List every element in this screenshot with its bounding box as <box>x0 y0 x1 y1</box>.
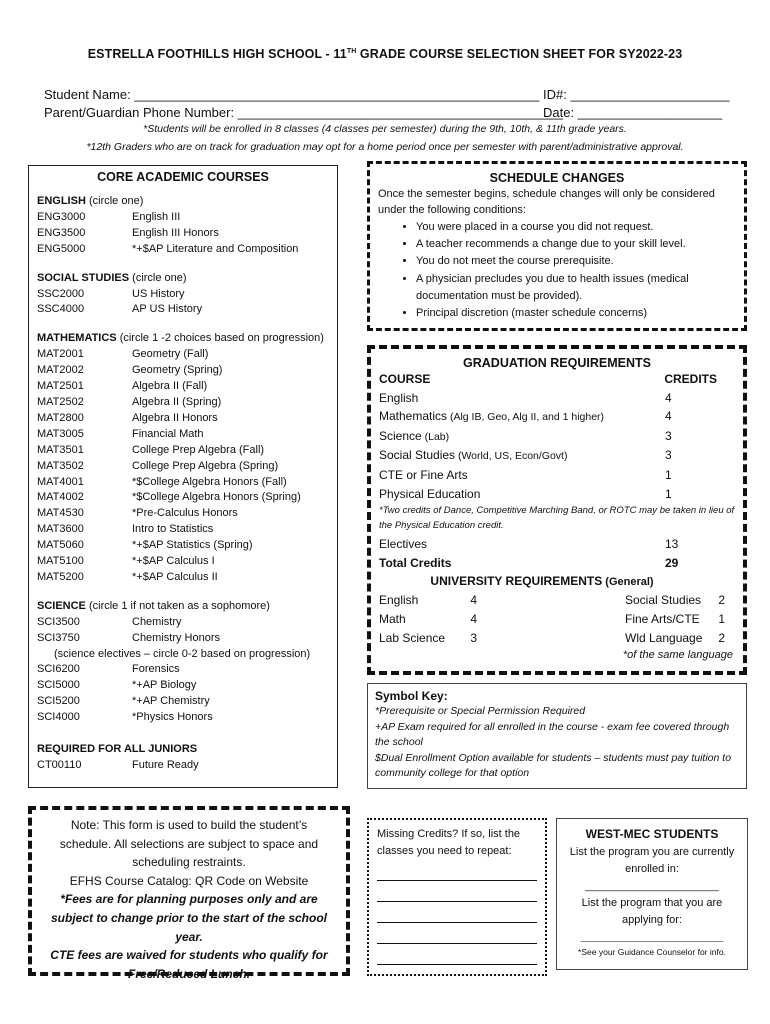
univ-credits: 1 <box>718 611 725 626</box>
schedule-condition: • A physician precludes you due to health issues (medical documentation must be provided). <box>416 271 744 306</box>
course-name: Chemistry Honors <box>132 631 221 644</box>
univ-title: UNIVERSITY REQUIREMENTS (General) <box>430 574 654 589</box>
course-row[interactable] <box>37 694 337 710</box>
course-row[interactable] <box>37 379 337 395</box>
repeat-line-5[interactable] <box>377 944 537 965</box>
course-row[interactable] <box>37 506 337 522</box>
course-name: *+$AP Calculus II <box>132 570 218 583</box>
course-name: College Prep Algebra (Fall) <box>132 443 265 456</box>
course-name: *Physics Honors <box>132 711 213 724</box>
course-row[interactable] <box>37 411 337 427</box>
grad-row <box>379 389 705 408</box>
course-code: MAT2800 <box>37 411 84 424</box>
westmec-line2: List the program that you are applying for: <box>581 897 723 926</box>
social-heading: SOCIAL STUDIES (circle one) <box>37 271 187 284</box>
course-name: AP US History <box>132 303 203 316</box>
math-heading: MATHEMATICS (circle 1 -2 choices based on progression) <box>37 332 324 345</box>
univ-row <box>625 629 725 648</box>
course-row[interactable] <box>37 443 337 459</box>
grad-course: Physical Education <box>379 486 481 501</box>
course-name: *+AP Biology <box>132 679 197 692</box>
course-row[interactable] <box>37 490 337 506</box>
schedule-changes-box <box>367 161 747 331</box>
course-name: Forensics <box>132 663 180 676</box>
course-name: Algebra II (Fall) <box>132 380 208 393</box>
graduation-box <box>367 345 747 675</box>
course-code: ENG3500 <box>37 226 86 239</box>
grad-credits: 4 <box>665 390 672 405</box>
schedule-condition: • You do not meet the course prerequisite. <box>416 253 744 270</box>
course-code: SCI3750 <box>37 631 80 644</box>
repeat-line-2[interactable] <box>377 881 537 902</box>
course-name: Geometry (Spring) <box>132 364 223 377</box>
course-code: MAT5200 <box>37 570 84 583</box>
social-course-list <box>37 287 337 319</box>
note-box <box>28 806 350 981</box>
science-elective-note: (science electives – circle 0-2 based on progression) <box>54 647 311 660</box>
course-row[interactable] <box>37 363 337 379</box>
note-line1: Note: This form is used to build the student’s schedule. All selections are subject to space and scheduling restraints. <box>59 818 319 870</box>
course-name: Chemistry <box>132 615 182 628</box>
juniors-course-list <box>37 758 337 774</box>
enrollment-note: *Students will be enrolled in 8 classes (4 classes per semester) during the 9th, 10th, & 11th grade years. <box>143 123 627 135</box>
univ-subject: English <box>379 593 419 608</box>
course-name: College Prep Algebra (Spring) <box>132 459 279 472</box>
course-row[interactable] <box>37 226 337 242</box>
science-elective-list <box>37 662 337 726</box>
univ-subject: Math <box>379 611 406 626</box>
pe-note: *Two credits of Dance, Competitive Marching Band, or ROTC may be taken in lieu of the Physical Education credit. <box>379 505 735 532</box>
westmec-title: WEST-MEC STUDENTS <box>585 827 719 841</box>
course-name: Geometry (Fall) <box>132 348 209 361</box>
grad-credits: 1 <box>665 486 672 501</box>
course-name: US History <box>132 287 185 300</box>
course-code: MAT4001 <box>37 475 84 488</box>
id-field[interactable]: ID#: ______________________ <box>543 87 730 102</box>
course-code: SCI6200 <box>37 663 80 676</box>
univ-row <box>379 629 477 648</box>
univ-credits: 4 <box>470 593 477 608</box>
symbol-key-box <box>367 683 747 789</box>
grad-credits: 3 <box>665 428 672 443</box>
grad-credits: 3 <box>665 448 672 463</box>
course-code: MAT2002 <box>37 364 84 377</box>
grad-row <box>379 466 705 485</box>
grad-course: Mathematics (Alg IB, Geo, Alg II, and 1 higher) <box>379 409 605 424</box>
course-row[interactable] <box>37 395 337 411</box>
juniors-heading: REQUIRED FOR ALL JUNIORS <box>37 743 198 756</box>
course-code: MAT2001 <box>37 348 84 361</box>
course-code: SSC2000 <box>37 287 85 300</box>
grad-credits: 1 <box>665 467 672 482</box>
grad-rows <box>379 389 705 504</box>
schedule-condition: • Principal discretion (master schedule concerns) <box>416 305 744 322</box>
course-code: MAT4002 <box>37 491 84 504</box>
course-name: Algebra II Honors <box>132 411 218 424</box>
course-code: SCI5200 <box>37 695 80 708</box>
graduation-title: GRADUATION REQUIREMENTS <box>463 356 651 370</box>
course-name: Intro to Statistics <box>132 523 214 536</box>
grad-row <box>379 446 705 466</box>
univ-credits: 3 <box>470 630 477 645</box>
repeat-line-4[interactable] <box>377 923 537 944</box>
course-code: MAT3502 <box>37 459 84 472</box>
science-course-list <box>37 615 337 647</box>
course-row[interactable] <box>37 427 337 443</box>
schedule-condition: • A teacher recommends a change due to your skill level. <box>416 236 744 253</box>
course-row[interactable] <box>37 758 337 774</box>
univ-subject: Fine Arts/CTE <box>625 611 700 626</box>
univ-row <box>379 591 477 610</box>
grad-row <box>379 485 705 504</box>
course-code: SSC4000 <box>37 303 85 316</box>
westmec-footer: *See your Guidance Counselor for info. <box>578 947 726 957</box>
date-field[interactable]: Date: ____________________ <box>543 105 723 120</box>
course-name: *Pre-Calculus Honors <box>132 507 238 520</box>
course-name: *+$AP Literature and Composition <box>132 242 299 255</box>
univ-row <box>625 610 725 629</box>
course-row[interactable] <box>37 347 337 363</box>
course-name: English III Honors <box>132 226 219 239</box>
symbol-line: +AP Exam required for all enrolled in the course - exam fee covered through the school <box>375 720 730 749</box>
grad-course: Social Studies (World, US, Econ/Govt) <box>379 448 568 463</box>
note-line2: EFHS Course Catalog: QR Code on Website <box>69 873 309 888</box>
science-heading: SCIENCE (circle 1 if not taken as a sophomore) <box>37 599 270 612</box>
english-course-list <box>37 210 337 258</box>
course-code: MAT3600 <box>37 523 84 536</box>
symbol-lines <box>368 703 746 782</box>
course-name: *+AP Chemistry <box>132 695 210 708</box>
course-name: *$College Algebra Honors (Fall) <box>132 475 287 488</box>
electives-row: Electives 13 <box>379 537 679 552</box>
course-code: SCI4000 <box>37 711 80 724</box>
course-row[interactable] <box>37 678 337 694</box>
course-name: *+$AP Calculus I <box>132 555 215 568</box>
course-code: ENG3000 <box>37 210 86 223</box>
westmec-box <box>556 818 748 970</box>
course-row[interactable] <box>37 287 337 303</box>
course-name: *$College Algebra Honors (Spring) <box>132 491 301 504</box>
repeat-line-1[interactable] <box>377 860 537 881</box>
univ-credits: 2 <box>718 593 725 608</box>
univ-row <box>625 591 725 610</box>
course-row[interactable] <box>37 242 337 258</box>
course-name: Future Ready <box>132 759 199 771</box>
grad-credits: 4 <box>665 409 672 424</box>
total-row: Total Credits 29 <box>379 555 679 570</box>
westmec-blank1[interactable]: ________________________ <box>585 881 719 892</box>
core-courses-box <box>28 165 338 788</box>
course-name: Financial Math <box>132 427 204 440</box>
note-line4: CTE fees are waived for students who qualify for Free/Reduced Lunch. <box>50 948 328 981</box>
westmec-blank2[interactable]: ________________________________ <box>580 933 724 942</box>
univ-row <box>379 610 477 629</box>
course-code: MAT3501 <box>37 443 84 456</box>
course-name: Algebra II (Spring) <box>132 395 222 408</box>
course-row[interactable] <box>37 570 337 586</box>
univ-note: *of the same language <box>622 649 733 662</box>
grad-course: CTE or Fine Arts <box>379 467 468 482</box>
page-title: ESTRELLA FOOTHILLS HIGH SCHOOL - 11TH GRADE COURSE SELECTION SHEET FOR SY2022-23 <box>87 47 683 61</box>
grad-header-row: COURSE CREDITS <box>379 372 717 386</box>
schedule-condition: • You were placed in a course you did not request. <box>416 219 744 236</box>
univ-subject: Lab Science <box>379 630 446 645</box>
math-course-list <box>37 347 337 586</box>
symbol-title: Symbol Key: <box>375 689 448 703</box>
core-title: CORE ACADEMIC COURSES <box>97 170 269 184</box>
course-row[interactable] <box>37 459 337 475</box>
missing-text: Missing Credits? If so, list the classes you need to repeat: <box>377 828 521 857</box>
grad-course: Science (Lab) <box>379 428 450 443</box>
course-name: English III <box>132 210 181 223</box>
schedule-title: SCHEDULE CHANGES <box>489 171 625 185</box>
parent-phone-field[interactable]: Parent/Guardian Phone Number: _____________________________________________ <box>44 105 564 120</box>
symbol-line: $Dual Enrollment Option available for students – students must pay tuition to community college for that option <box>375 751 732 780</box>
course-row[interactable] <box>37 475 337 491</box>
course-name: *+$AP Statistics (Spring) <box>132 539 253 552</box>
course-code: SCI5000 <box>37 679 80 692</box>
grad-row <box>379 427 705 447</box>
course-code: CT00110 <box>37 759 82 771</box>
univ-left <box>379 591 477 647</box>
course-code: SCI3500 <box>37 615 80 628</box>
univ-subject: Wld Language <box>625 630 703 645</box>
course-code: MAT5100 <box>37 555 84 568</box>
course-row[interactable] <box>37 302 337 318</box>
course-row[interactable] <box>37 554 337 570</box>
course-code: ENG5000 <box>37 242 86 255</box>
course-row[interactable] <box>37 538 337 554</box>
missing-credits-box <box>367 818 547 976</box>
student-name-field[interactable]: Student Name: ________________________________________________________ <box>44 87 540 102</box>
univ-subject: Social Studies <box>625 593 702 608</box>
course-row[interactable] <box>37 522 337 538</box>
course-row[interactable] <box>37 210 337 226</box>
grad-row <box>379 407 705 427</box>
course-row[interactable] <box>37 615 337 631</box>
english-heading: ENGLISH (circle one) <box>37 195 144 207</box>
univ-credits: 2 <box>718 630 725 645</box>
course-row[interactable] <box>37 662 337 678</box>
course-code: MAT2501 <box>37 380 84 393</box>
schedule-conditions <box>370 219 744 323</box>
course-code: MAT3005 <box>37 427 84 440</box>
repeat-line-3[interactable] <box>377 902 537 923</box>
grad-course: English <box>379 390 419 405</box>
course-code: MAT2502 <box>37 395 84 408</box>
course-code: MAT4530 <box>37 507 84 520</box>
course-row[interactable] <box>37 631 337 647</box>
course-row[interactable] <box>37 710 337 726</box>
note-line3: *Fees are for planning purposes only and are subject to change prior to the start of the school year. <box>50 892 328 944</box>
course-code: MAT5060 <box>37 539 84 552</box>
univ-credits: 4 <box>470 611 477 626</box>
senior-note: *12th Graders who are on track for graduation may opt for a home period once per semester with parent/administrative approval. <box>86 141 684 153</box>
westmec-line1: List the program you are currently enrolled in: <box>569 846 735 875</box>
schedule-intro: Once the semester begins, schedule changes will only be considered under the following conditions: <box>378 188 715 216</box>
symbol-line: *Prerequisite or Special Permission Required <box>375 705 586 717</box>
univ-right <box>625 591 725 647</box>
